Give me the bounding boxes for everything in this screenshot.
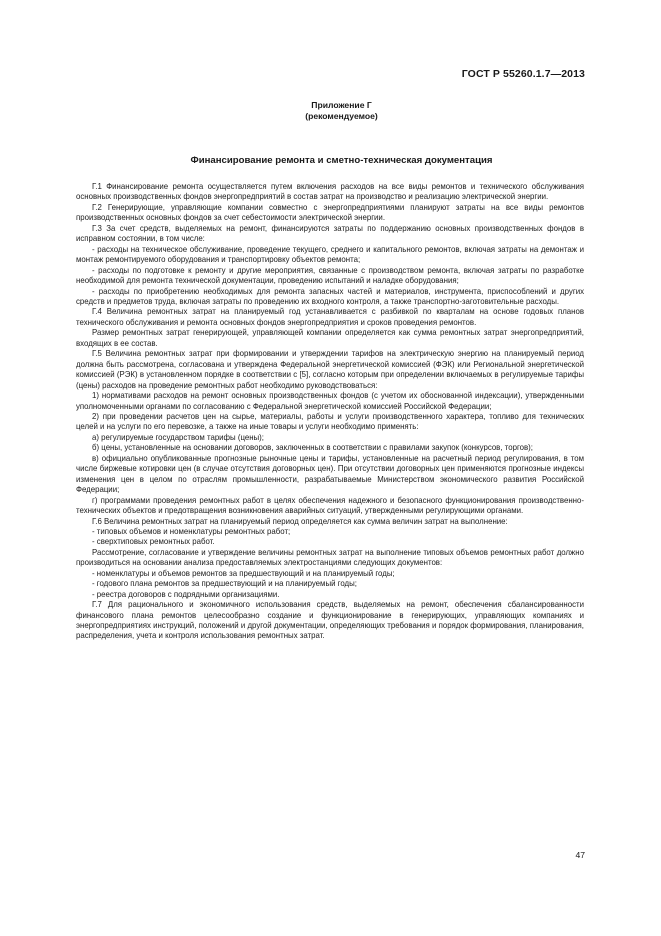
paragraph-g3: Г.3 За счет средств, выделяемых на ремонт, финансируются затраты по поддержанию основных производственных фондов в исправном состоянии, в том числе:	[76, 223, 584, 244]
list-item: - годового плана ремонтов за предшествующий и на планируемый годы;	[92, 579, 357, 589]
appendix-heading	[0, 100, 661, 122]
list-item: б) цены, установленные на основании договоров, заключенных в соответствии с правилами закупок (конкурсов, торгов);	[92, 443, 533, 453]
appendix-label: Приложение Г	[311, 100, 372, 110]
paragraph-g4: Г.4 Величина ремонтных затрат на планируемый год устанавливается с разбивкой по кварталам на основе годовых планов технического обслуживания и ремонта основных фондов энергопредприятия и сроков проведения ремонтов.	[76, 307, 584, 327]
list-item: - расходы на техническое обслуживание, проведение текущего, среднего и капитального ремонтов, включая затраты на демонтаж и монтаж ремонтируемого оборудования и транспортировку объектов ремонта;	[76, 244, 584, 265]
paragraph-g6: Г.6 Величина ремонтных затрат на планируемый период определяется как сумма величин затрат на выполнение:	[92, 516, 508, 526]
list-item: - сверхтиповых ремонтных работ.	[92, 537, 215, 547]
paragraph-g1: Г.1 Финансирование ремонта осуществляется путем включения расходов на все виды ремонтов и технического обслуживания основных производственных фондов энергопредприятий в состав затрат на производство и реализацию электрической энергии.	[76, 182, 584, 202]
list-item: - расходы по приобретению необходимых для ремонта запасных частей и материалов, инструмента, приспособлений и других средств и предметов труда, включая затраты по проведению их входного контроля, а также транспортно-заготовительные расходы.	[76, 286, 584, 306]
list-item: 2) при проведении расчетов цен на сырье, материалы, работы и услуги производственного характера, топливо для технических целей и на услуги по его перевозке, а также на иные товары и услуги необходимо применять:	[76, 411, 584, 432]
list-item: - реестра договоров с подрядными организациями.	[92, 589, 280, 599]
list-item: - типовых объемов и номенклатуры ремонтных работ;	[92, 526, 291, 536]
paragraph-g7: Г.7 Для рационального и экономичного использования средств, выделяемых на ремонт, обеспечения сбалансированности финансового плана ремонтов целесообразно создание и функционирование в генерирующих, управляющих компаниях и энергопредприятиях инструкций, положений и другой документации, определяющих требования и порядок формирования, планирования, распределения, учета и контроля использования ремонтных затрат.	[76, 600, 584, 641]
list-item: - расходы по подготовке к ремонту и другие мероприятия, связанные с производством ремонта, включая затраты по разработке необходимой для ремонта технической документации, проведению испытаний и наладке оборудования;	[76, 265, 584, 286]
list-item: г) программами проведения ремонтных работ в целях обеспечения надежного и безопасного функционирования производственно-технических объектов и предотвращения возникновения аварийных ситуаций, утвержденными регулирующими органами.	[76, 495, 584, 516]
paragraph-g5: Г.5 Величина ремонтных затрат при формировании и утверждении тарифов на электрическую энергию на планируемый период должна быть рассмотрена, согласована и утверждена Федеральной энергетической комиссией (ФЭК) или Региональной энергетической комиссией (РЭК) в установленном порядке в соответствии с [5], согласно которым при определении включаемых в регулируемые тарифы (цены) расходов на проведение ремонтных работ необходимо руководствоваться:	[76, 349, 584, 390]
paragraph-g2: Г.2 Генерирующие, управляющие компании совместно с энергопредприятиями планируют затраты на все виды ремонтов производственных основных фондов за счет себестоимости электрической энергии.	[76, 202, 584, 223]
paragraph: Размер ремонтных затрат генерирующей, управляющей компании определяется как сумма ремонтных затрат энергопредприятий, входящих в ее состав.	[76, 328, 584, 348]
list-item: - номенклатуры и объемов ремонтов за предшествующий и на планируемый годы;	[92, 568, 395, 578]
document-body	[76, 182, 584, 642]
appendix-status: (рекомендуемое)	[305, 111, 378, 121]
list-item: а) регулируемые государством тарифы (цены);	[92, 432, 264, 442]
standard-code: ГОСТ Р 55260.1.7—2013	[461, 68, 585, 80]
section-title: Финансирование ремонта и сметно-техническая документация	[190, 155, 493, 166]
paragraph: Рассмотрение, согласование и утверждение величины ремонтных затрат на выполнение типовых объемов ремонтных работ должно производиться на основании анализа предоставляемых электростанциями следующих документов:	[76, 547, 584, 568]
list-item: 1) нормативами расходов на ремонт основных производственных фондов (с учетом их обоснованной индексации), утвержденными уполномоченными органами по согласованию с Федеральной энергетической комиссией Российской Федерации;	[76, 391, 584, 411]
list-item: в) официально опубликованные прогнозные рыночные цены и тарифы, установленные на расчетный период регулирования, в том числе биржевые котировки цен (в случае отсутствия договорных цен). При отсутствии договорных цен применяются прогнозные индексы изменения цен в целом по отраслям промышленности, разрабатываемые Министерством экономического развития Российской Федерации;	[76, 453, 584, 495]
page-number: 47	[575, 850, 585, 860]
